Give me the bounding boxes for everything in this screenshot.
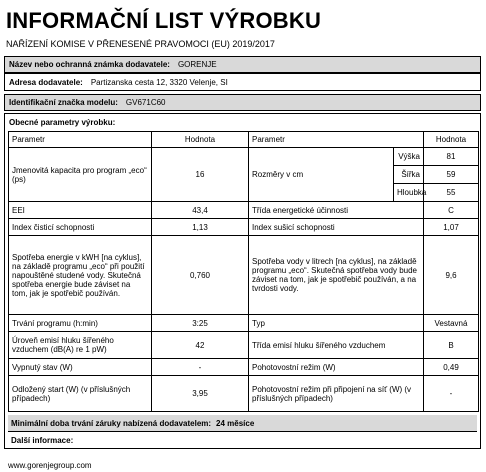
off-mode-param: Vypnutý stav (W): [9, 359, 152, 376]
supplier-name-label: Název nebo ochranná známka dodavatele:: [9, 60, 170, 69]
more-info-url[interactable]: www.gorenjegroup.com: [8, 461, 92, 470]
dim-width-value: 59: [424, 166, 479, 184]
param-header: Parametr: [249, 132, 424, 148]
model-id-row: [4, 94, 481, 111]
eei-param: EEI: [9, 202, 152, 219]
energy-consumption-param: Spotřeba energie v kWH [na cyklus], na základě programu „eco“ při použití napouštěné studené vody. Skutečná spotřeba energie bude záviset na tom, jak je spotřebič používán.: [9, 236, 152, 315]
energy-class-param: Třída energetické účinnosti: [249, 202, 424, 219]
table-row: [9, 315, 479, 332]
delay-start-param: Odložený start (W) (v příslušných případech): [9, 376, 152, 412]
energy-consumption-value: 0,760: [152, 236, 249, 315]
dim-width-label: Šířka: [394, 166, 424, 184]
water-consumption-param: Spotřeba vody v litrech [na cyklus], na základě programu „eco“. Skutečná spotřeba vody bude záviset na tom, jak je spotřebič používán, a na tvrdosti vody.: [249, 236, 424, 315]
dim-height-label: Výška: [394, 148, 424, 166]
warranty-label: Minimální doba trvání záruky nabízená dodavatelem:: [11, 418, 212, 428]
table-row: [9, 376, 479, 412]
noise-class-param: Třída emisí hluku šířeného vzduchem: [249, 332, 424, 359]
dim-depth-value: 55: [424, 184, 479, 202]
drying-index-param: Index sušicí schopnosti: [249, 219, 424, 236]
general-params-heading: Obecné parametry výrobku:: [9, 118, 116, 127]
supplier-address-label: Adresa dodavatele:: [9, 77, 83, 87]
params-table: [8, 131, 479, 412]
value-header: Hodnota: [424, 132, 479, 148]
drying-index-value: 1,07: [424, 219, 479, 236]
page-title: INFORMAČNÍ LIST VÝROBKU: [6, 8, 322, 33]
table-row: [9, 332, 479, 359]
supplier-name-value: GORENJE: [177, 60, 217, 69]
value-header: Hodnota: [152, 132, 249, 148]
capacity-value: 16: [152, 148, 249, 202]
dimensions-param: Rozměry v cm: [249, 148, 394, 202]
networked-standby-param: Pohotovostní režim při připojení na síť (W) (v příslušných případech): [249, 376, 424, 412]
regulation-subtitle: NAŘÍZENÍ KOMISE V PŘENESENÉ PRAVOMOCI (EU) 2019/2017: [6, 39, 275, 49]
delay-start-value: 3,95: [152, 376, 249, 412]
table-row: [9, 359, 479, 376]
standby-value: 0,49: [424, 359, 479, 376]
param-header: Parametr: [9, 132, 152, 148]
water-consumption-value: 9,6: [424, 236, 479, 315]
noise-level-param: Úroveň emisí hluku šířeného vzduchem (dB(A) re 1 pW): [9, 332, 152, 359]
table-header-row: [9, 132, 479, 148]
model-id-value: GV671C60: [125, 98, 166, 107]
table-row: [9, 236, 479, 315]
noise-class-value: B: [424, 332, 479, 359]
eei-value: 43,4: [152, 202, 249, 219]
dim-height-value: 81: [424, 148, 479, 166]
program-duration-param: Trvání programu (h:min): [9, 315, 152, 332]
dim-depth-label: Hloubka: [394, 184, 424, 202]
supplier-address-value: Partizanska cesta 12, 3320 Velenje, SI: [90, 77, 228, 87]
capacity-param: Jmenovitá kapacita pro program „eco“ (ps): [9, 148, 152, 202]
cleaning-index-value: 1,13: [152, 219, 249, 236]
energy-class-value: C: [424, 202, 479, 219]
type-param: Typ: [249, 315, 424, 332]
general-params-section: [4, 113, 481, 448]
standby-param: Pohotovostní režim (W): [249, 359, 424, 376]
program-duration-value: 3:25: [152, 315, 249, 332]
noise-level-value: 42: [152, 332, 249, 359]
table-row: [9, 202, 479, 219]
table-row: [9, 148, 479, 166]
networked-standby-value: -: [424, 376, 479, 412]
type-value: Vestavná: [424, 315, 479, 332]
off-mode-value: -: [152, 359, 249, 376]
warranty-value: 24 měsíce: [216, 418, 255, 428]
table-row: [9, 219, 479, 236]
model-id-label: Identifikační značka modelu:: [9, 98, 118, 107]
more-info-label: Další informace:: [11, 435, 74, 445]
warranty-row: [8, 415, 477, 432]
cleaning-index-param: Index čisticí schopnosti: [9, 219, 152, 236]
supplier-address-row: [4, 73, 481, 91]
supplier-name-row: [4, 56, 481, 73]
